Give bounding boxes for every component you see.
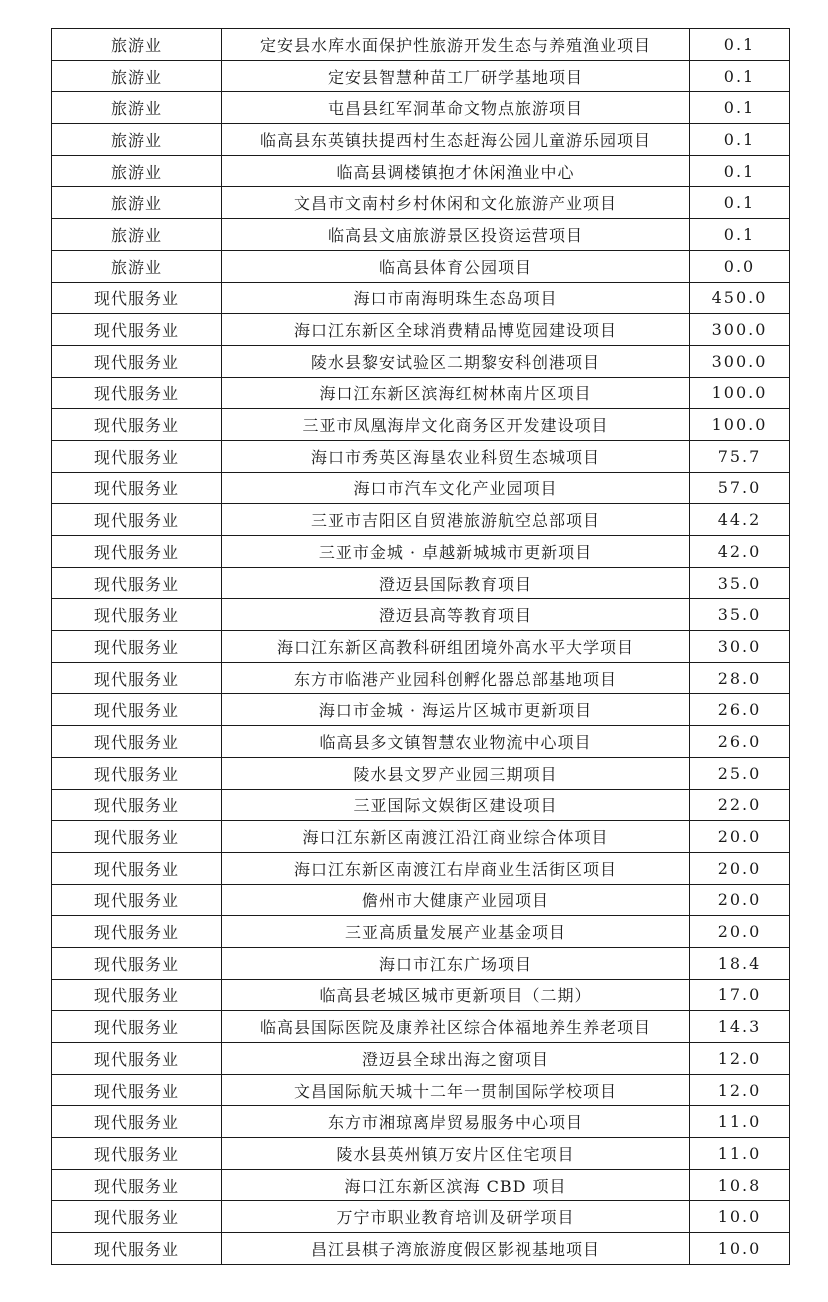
table-row (52, 789, 790, 821)
table-row (52, 662, 790, 694)
project-name-cell: 海口江东新区南渡江沿江商业综合体项目 (222, 821, 690, 853)
project-name-cell: 万宁市职业教育培训及研学项目 (222, 1201, 690, 1233)
industry-cell: 旅游业 (52, 29, 222, 61)
project-name-cell: 临高县东英镇扶提西村生态赶海公园儿童游乐园项目 (222, 124, 690, 156)
table-row (52, 472, 790, 504)
project-name-cell: 海口江东新区南渡江右岸商业生活街区项目 (222, 852, 690, 884)
amount-cell: 300.0 (690, 345, 790, 377)
amount-cell: 35.0 (690, 567, 790, 599)
industry-cell: 现代服务业 (52, 1169, 222, 1201)
amount-cell: 44.2 (690, 504, 790, 536)
project-name-cell: 澄迈县全球出海之窗项目 (222, 1043, 690, 1075)
industry-cell: 现代服务业 (52, 726, 222, 758)
project-name-cell: 定安县水库水面保护性旅游开发生态与养殖渔业项目 (222, 29, 690, 61)
table-row (52, 440, 790, 472)
table-row (52, 1201, 790, 1233)
project-name-cell: 临高县多文镇智慧农业物流中心项目 (222, 726, 690, 758)
amount-cell: 10.0 (690, 1233, 790, 1265)
industry-cell: 现代服务业 (52, 662, 222, 694)
project-name-cell: 海口江东新区高教科研组团境外高水平大学项目 (222, 631, 690, 663)
project-name-cell: 东方市湘琼离岸贸易服务中心项目 (222, 1106, 690, 1138)
industry-cell: 现代服务业 (52, 504, 222, 536)
amount-cell: 0.1 (690, 155, 790, 187)
industry-cell: 现代服务业 (52, 345, 222, 377)
project-name-cell: 海口市江东广场项目 (222, 947, 690, 979)
amount-cell: 26.0 (690, 694, 790, 726)
industry-cell: 旅游业 (52, 155, 222, 187)
amount-cell: 12.0 (690, 1043, 790, 1075)
industry-cell: 现代服务业 (52, 1106, 222, 1138)
industry-cell: 现代服务业 (52, 472, 222, 504)
industry-cell: 旅游业 (52, 219, 222, 251)
project-name-cell: 陵水县文罗产业园三期项目 (222, 757, 690, 789)
amount-cell: 20.0 (690, 916, 790, 948)
amount-cell: 20.0 (690, 852, 790, 884)
project-name-cell: 定安县智慧种苗工厂研学基地项目 (222, 60, 690, 92)
amount-cell: 22.0 (690, 789, 790, 821)
table-row (52, 155, 790, 187)
table-row (52, 567, 790, 599)
table-row (52, 631, 790, 663)
amount-cell: 18.4 (690, 947, 790, 979)
amount-cell: 14.3 (690, 1011, 790, 1043)
project-name-cell: 临高县调楼镇抱才休闲渔业中心 (222, 155, 690, 187)
project-name-cell: 临高县老城区城市更新项目（二期） (222, 979, 690, 1011)
amount-cell: 35.0 (690, 599, 790, 631)
table-row (52, 947, 790, 979)
amount-cell: 30.0 (690, 631, 790, 663)
industry-cell: 旅游业 (52, 60, 222, 92)
project-name-cell: 临高县国际医院及康养社区综合体福地养生养老项目 (222, 1011, 690, 1043)
project-table (51, 28, 790, 1265)
amount-cell: 20.0 (690, 821, 790, 853)
industry-cell: 旅游业 (52, 92, 222, 124)
project-name-cell: 文昌市文南村乡村休闲和文化旅游产业项目 (222, 187, 690, 219)
table-row (52, 821, 790, 853)
project-name-cell: 昌江县棋子湾旅游度假区影视基地项目 (222, 1233, 690, 1265)
industry-cell: 现代服务业 (52, 282, 222, 314)
industry-cell: 现代服务业 (52, 1074, 222, 1106)
table-row (52, 1074, 790, 1106)
table-row (52, 345, 790, 377)
table-row (52, 916, 790, 948)
table-row (52, 377, 790, 409)
industry-cell: 现代服务业 (52, 409, 222, 441)
table-row (52, 504, 790, 536)
amount-cell: 0.1 (690, 29, 790, 61)
project-name-cell: 陵水县英州镇万安片区住宅项目 (222, 1138, 690, 1170)
amount-cell: 100.0 (690, 377, 790, 409)
amount-cell: 20.0 (690, 884, 790, 916)
project-name-cell: 海口市金城 · 海运片区城市更新项目 (222, 694, 690, 726)
project-name-cell: 海口市汽车文化产业园项目 (222, 472, 690, 504)
industry-cell: 现代服务业 (52, 916, 222, 948)
industry-cell: 现代服务业 (52, 979, 222, 1011)
industry-cell: 现代服务业 (52, 852, 222, 884)
amount-cell: 0.1 (690, 92, 790, 124)
project-name-cell: 三亚国际文娱街区建设项目 (222, 789, 690, 821)
project-name-cell: 海口江东新区滨海 CBD 项目 (222, 1169, 690, 1201)
industry-cell: 现代服务业 (52, 757, 222, 789)
industry-cell: 旅游业 (52, 250, 222, 282)
amount-cell: 17.0 (690, 979, 790, 1011)
table-row (52, 884, 790, 916)
amount-cell: 100.0 (690, 409, 790, 441)
table-row (52, 1169, 790, 1201)
amount-cell: 57.0 (690, 472, 790, 504)
project-name-cell: 澄迈县国际教育项目 (222, 567, 690, 599)
table-row (52, 314, 790, 346)
project-name-cell: 临高县体育公园项目 (222, 250, 690, 282)
industry-cell: 现代服务业 (52, 1011, 222, 1043)
industry-cell: 现代服务业 (52, 599, 222, 631)
table-row (52, 250, 790, 282)
amount-cell: 0.1 (690, 187, 790, 219)
table-row (52, 1043, 790, 1075)
table-row (52, 726, 790, 758)
table-row (52, 187, 790, 219)
amount-cell: 26.0 (690, 726, 790, 758)
table-row (52, 536, 790, 568)
industry-cell: 现代服务业 (52, 694, 222, 726)
amount-cell: 12.0 (690, 1074, 790, 1106)
table-row (52, 599, 790, 631)
table-row (52, 92, 790, 124)
amount-cell: 11.0 (690, 1106, 790, 1138)
amount-cell: 0.1 (690, 219, 790, 251)
project-name-cell: 海口江东新区全球消费精品博览园建设项目 (222, 314, 690, 346)
industry-cell: 现代服务业 (52, 884, 222, 916)
table-row (52, 852, 790, 884)
project-name-cell: 三亚高质量发展产业基金项目 (222, 916, 690, 948)
project-name-cell: 三亚市吉阳区自贸港旅游航空总部项目 (222, 504, 690, 536)
table-row (52, 409, 790, 441)
project-table-body (52, 29, 790, 1265)
table-row (52, 1106, 790, 1138)
amount-cell: 300.0 (690, 314, 790, 346)
project-name-cell: 陵水县黎安试验区二期黎安科创港项目 (222, 345, 690, 377)
amount-cell: 0.1 (690, 60, 790, 92)
amount-cell: 10.0 (690, 1201, 790, 1233)
industry-cell: 现代服务业 (52, 821, 222, 853)
industry-cell: 现代服务业 (52, 631, 222, 663)
table-row (52, 1138, 790, 1170)
industry-cell: 现代服务业 (52, 1138, 222, 1170)
amount-cell: 0.0 (690, 250, 790, 282)
table-row (52, 282, 790, 314)
industry-cell: 旅游业 (52, 187, 222, 219)
table-row (52, 124, 790, 156)
table-row (52, 1011, 790, 1043)
project-name-cell: 东方市临港产业园科创孵化器总部基地项目 (222, 662, 690, 694)
industry-cell: 现代服务业 (52, 947, 222, 979)
industry-cell: 现代服务业 (52, 377, 222, 409)
industry-cell: 现代服务业 (52, 314, 222, 346)
amount-cell: 450.0 (690, 282, 790, 314)
table-row (52, 694, 790, 726)
table-row (52, 1233, 790, 1265)
project-name-cell: 海口市秀英区海垦农业科贸生态城项目 (222, 440, 690, 472)
amount-cell: 75.7 (690, 440, 790, 472)
table-row (52, 60, 790, 92)
project-name-cell: 儋州市大健康产业园项目 (222, 884, 690, 916)
industry-cell: 现代服务业 (52, 1043, 222, 1075)
amount-cell: 28.0 (690, 662, 790, 694)
amount-cell: 25.0 (690, 757, 790, 789)
project-name-cell: 三亚市凤凰海岸文化商务区开发建设项目 (222, 409, 690, 441)
project-table-page (51, 28, 789, 1265)
project-name-cell: 海口江东新区滨海红树林南片区项目 (222, 377, 690, 409)
industry-cell: 现代服务业 (52, 536, 222, 568)
project-name-cell: 三亚市金城 · 卓越新城城市更新项目 (222, 536, 690, 568)
amount-cell: 10.8 (690, 1169, 790, 1201)
project-name-cell: 临高县文庙旅游景区投资运营项目 (222, 219, 690, 251)
amount-cell: 42.0 (690, 536, 790, 568)
industry-cell: 现代服务业 (52, 567, 222, 599)
table-row (52, 29, 790, 61)
amount-cell: 0.1 (690, 124, 790, 156)
industry-cell: 现代服务业 (52, 440, 222, 472)
project-name-cell: 屯昌县红军洞革命文物点旅游项目 (222, 92, 690, 124)
industry-cell: 现代服务业 (52, 1233, 222, 1265)
amount-cell: 11.0 (690, 1138, 790, 1170)
industry-cell: 旅游业 (52, 124, 222, 156)
table-row (52, 219, 790, 251)
project-name-cell: 文昌国际航天城十二年一贯制国际学校项目 (222, 1074, 690, 1106)
industry-cell: 现代服务业 (52, 1201, 222, 1233)
table-row (52, 979, 790, 1011)
industry-cell: 现代服务业 (52, 789, 222, 821)
project-name-cell: 海口市南海明珠生态岛项目 (222, 282, 690, 314)
project-name-cell: 澄迈县高等教育项目 (222, 599, 690, 631)
table-row (52, 757, 790, 789)
